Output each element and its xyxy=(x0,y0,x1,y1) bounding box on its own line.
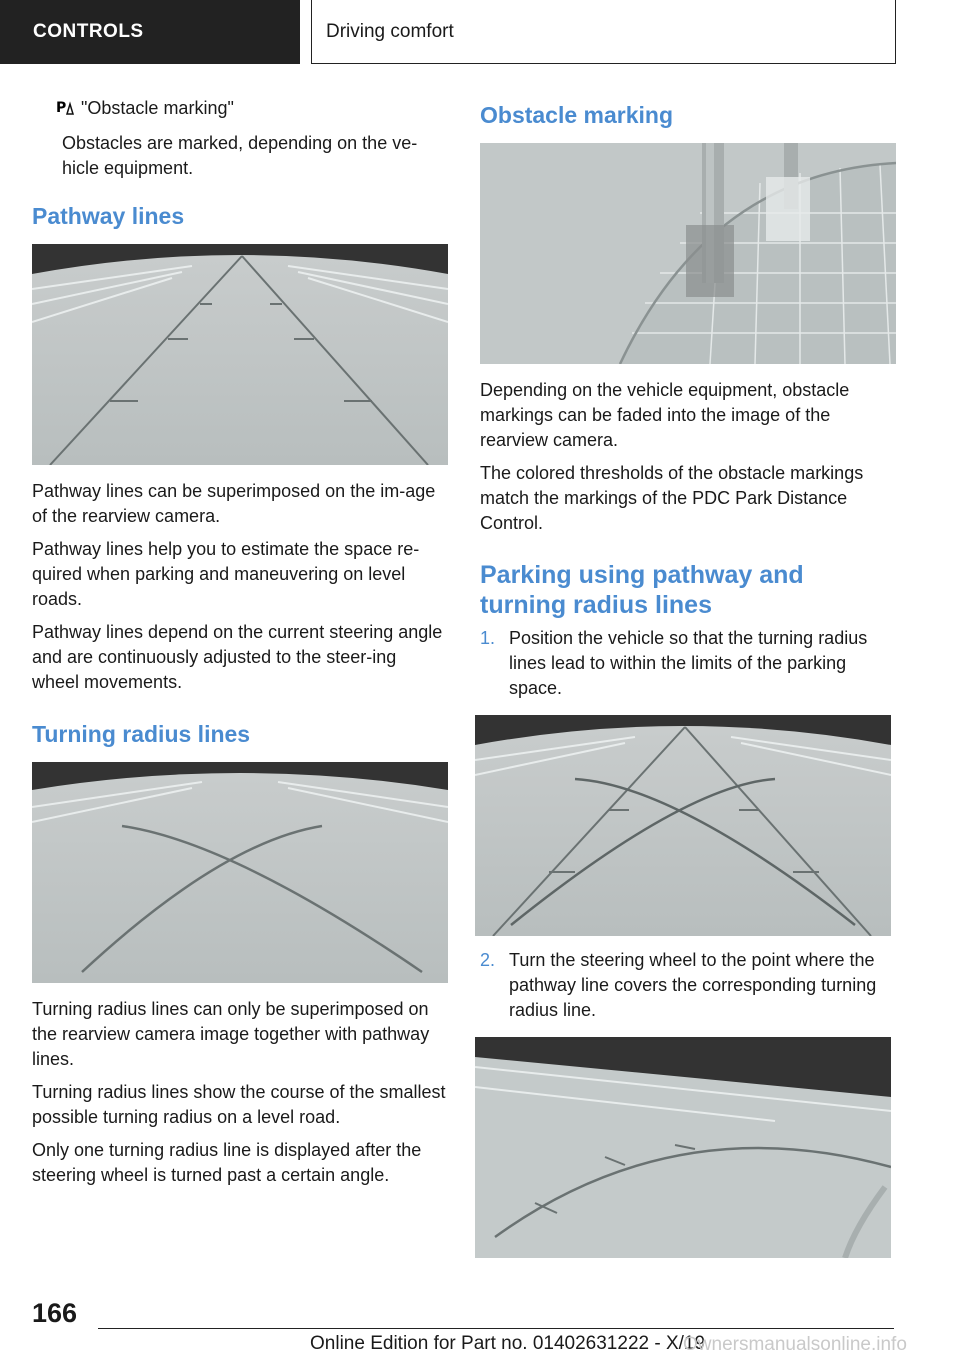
pathway-paragraph-3: Pathway lines depend on the current steering angle and are continuously adjusted to the steer-ing wheel movements. xyxy=(32,622,443,692)
parking-heading: Parking using pathway and turning radius lines xyxy=(480,561,804,619)
turning-paragraph-2: Turning radius lines show the course of the smallest possible turning radius on a level road. xyxy=(32,1082,446,1127)
page-number: 166 xyxy=(32,1298,78,1328)
chapter-header xyxy=(311,0,896,64)
list-item xyxy=(480,948,896,1023)
parking-step2-figure xyxy=(475,1037,891,1258)
obstacle-marking-item-label: "Obstacle marking" xyxy=(81,98,234,118)
obstacle-paragraph-1: Depending on the vehicle equipment, obstacle markings can be faded into the image of the rearview camera. xyxy=(480,380,850,450)
watermark: Ownersmanualsonline.info xyxy=(683,1334,907,1355)
section-title: CONTROLS xyxy=(33,21,144,42)
list-item xyxy=(480,626,896,701)
right-column xyxy=(480,96,896,1258)
step-text: Position the vehicle so that the turning radius lines lead to within the limits of the parking space. xyxy=(509,628,868,698)
obstacle-marking-figure xyxy=(480,143,896,364)
chapter-title: Driving comfort xyxy=(326,20,454,42)
obstacle-marking-description: Obstacles are marked, depending on the ve-hicle equipment. xyxy=(62,133,418,178)
footer-divider xyxy=(98,1328,894,1329)
step-text: Turn the steering wheel to the point where the pathway line covers the corresponding turning radius line. xyxy=(509,950,877,1020)
section-tab xyxy=(0,0,300,64)
parking-step1-figure xyxy=(475,715,891,936)
parking-steps-continued xyxy=(480,948,896,1023)
pathway-lines-figure xyxy=(32,244,448,465)
parking-steps xyxy=(480,626,896,701)
obstacle-paragraph-2: The colored thresholds of the obstacle markings match the markings of the PDC Park Distance Control. xyxy=(480,463,864,533)
turning-radius-figure xyxy=(32,762,448,983)
pathway-heading: Pathway lines xyxy=(32,203,185,229)
turning-heading: Turning radius lines xyxy=(32,721,251,747)
obstacle-heading: Obstacle marking xyxy=(480,102,674,128)
left-column xyxy=(32,96,448,1196)
step-number: 2. xyxy=(480,950,496,970)
obstacle-marking-item xyxy=(32,96,448,123)
pathway-paragraph-1: Pathway lines can be superimposed on the im-age of the rearview camera. xyxy=(32,481,436,526)
parking-camera-icon xyxy=(56,98,76,123)
pathway-paragraph-2: Pathway lines help you to estimate the space re-quired when parking and maneuvering on level roads. xyxy=(32,539,420,609)
svg-text:P: P xyxy=(56,100,67,116)
edition-note: Online Edition for Part no. 01402631222 - X/19 xyxy=(310,1333,706,1354)
turning-paragraph-1: Turning radius lines can only be superimposed on the rearview camera image together with pathway lines. xyxy=(32,999,430,1069)
step-number: 1. xyxy=(480,628,496,648)
turning-paragraph-3: Only one turning radius line is displayed after the steering wheel is turned past a certain angle. xyxy=(32,1140,422,1185)
